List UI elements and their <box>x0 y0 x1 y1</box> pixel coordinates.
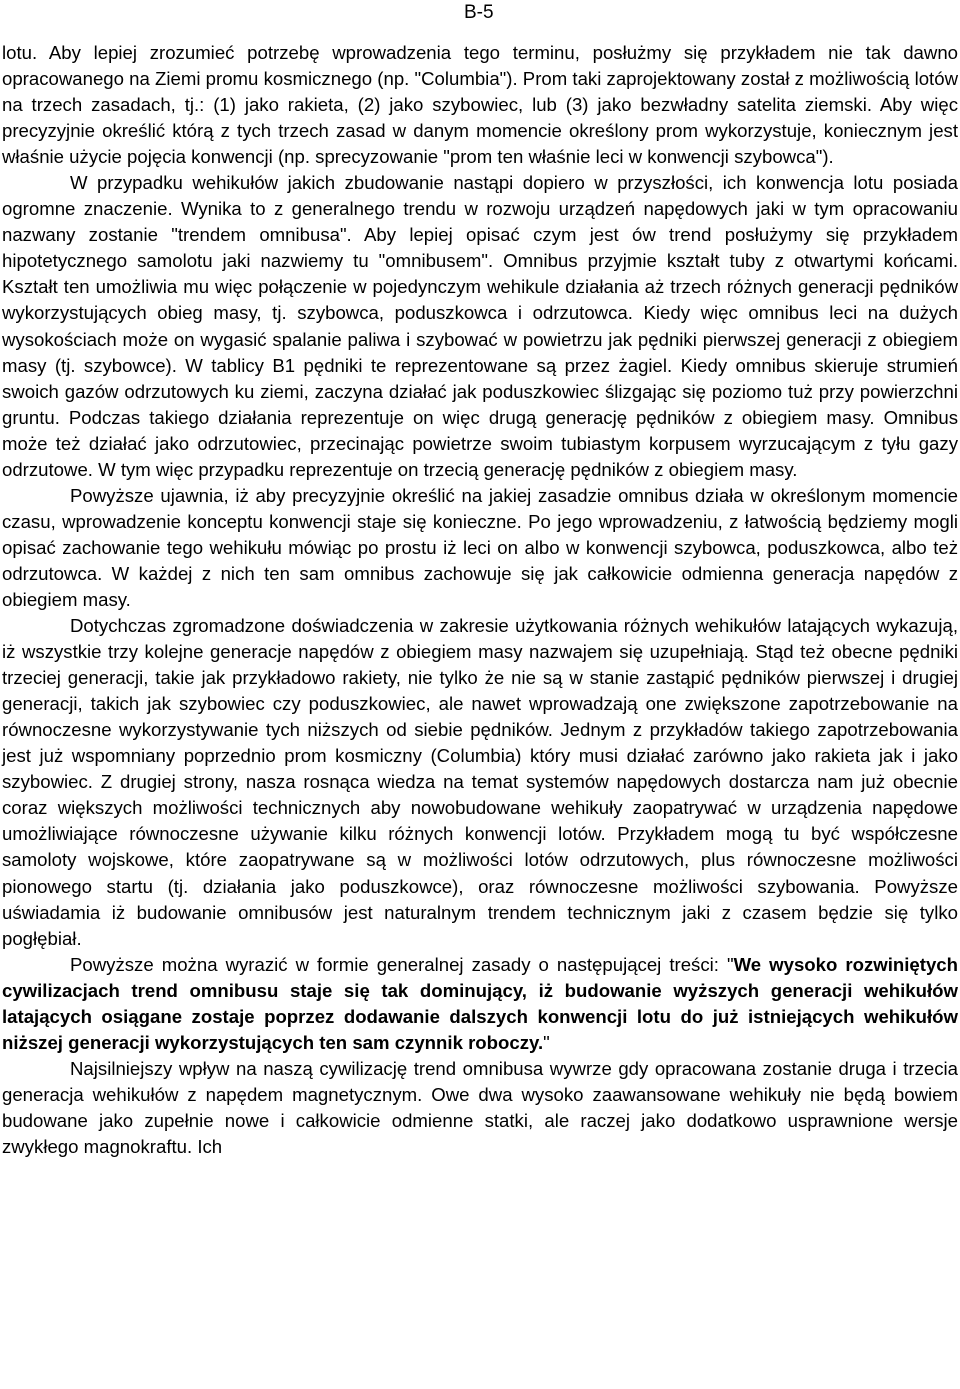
principle-tail: " <box>543 1031 550 1053</box>
paragraph-experience: Dotychczas zgromadzone doświadczenia w zakresie użytkowania różnych wehikułów latających wykazują, iż wszystkie trzy kolejne generacje napędów z obiegiem masy nazwajem się uzupełniają. Stąd też obecne pędniki trzeciej generacji, takie jak przykładowo rakiety, nie tylko że nie są w stanie zastąpić pędników pierwszej i drugiej generacji, takich jak szybowiec czy poduszkowiec, ale nawet wprowadzają one zwiększone zapotrzebowanie na równoczesne wykorzystywanie tych niższych od siebie pędników. Jednym z przykładów takiego zapotrzebowania jest już wspomniany poprzednio prom kosmiczny (Columbia) który musi działać zarówno jako rakieta jak i jako szybowiec. Z drugiej strony, nasza rosnąca wiedza na temat systemów napędowych dostarcza nam już obecnie coraz większych możliwości technicznych aby nowobudowane wehikuły zaopatrywać w urządzenia napędowe umożliwiające równoczesne używanie kilku różnych konwencji lotów. Przykładem mogą tu być współczesne samoloty wojskowe, które zaopatrywane są w możliwości lotów odrzutowych, plus równoczesne możliwości pionowego startu (tj. działania jako poduszkowce), oraz równoczesne możliwości szybowania. Powyższe uświadamia iż budowanie omnibusów jest naturalnym trendem technicznym jaki z czasem będzie się tylko pogłębiał. <box>2 615 958 949</box>
paragraph-general-principle <box>2 952 958 1056</box>
paragraph-magnetic-propulsion: Najsilniejszy wpływ na naszą cywilizację trend omnibusa wywrze gdy opracowana zostanie druga i trzecia generacja wehikułów z napędem magnetycznym. Owe dwa wysoko zaawansowane wehikuły nie będą bowiem budowane jako zupełnie nowe i całkowicie odmienne statki, ale raczej jako dodatkowo usprawnione wersje zwykłego magnokraftu. Ich <box>2 1057 958 1157</box>
paragraph-convention-concept: Powyższe ujawnia, iż aby precyzyjnie określić na jakiej zasadzie omnibus działa w określonym momencie czasu, wprowadzenie konceptu konwencji staje się konieczne. Po jego wprowadzeniu, z łatwością będziemy mogli opisać zachowanie tego wehikułu mówiąc po prostu iż leci on albo w konwencji szybowca, poduszkowca, albo też odrzutowca. W każdej z nich ten sam omnibus zachowuje się jak całkowicie odmienna generacja napędów z obiegiem masy. <box>2 484 958 610</box>
paragraph-omnibus-trend: W przypadku wehikułów jakich zbudowanie nastąpi dopiero w przyszłości, ich konwencja lotu posiada ogromne znaczenie. Wynika to z generalnego trendu w rozwoju urządzeń napędowych jaki w tym opracowaniu nazwany zostanie "trendem omnibusa". Aby lepiej opisać czym jest ów trend posłużymy się przykładem hipotetycznego samolotu jaki nazwiemy tu "omnibusem". Omnibus przyjmie kształt tuby z otwartymi końcami. Kształt ten umożliwia mu więc połączenie w pojedynczym wehikule działania aż trzech różnych generacji pędników wykorzystujących obieg masy, tj. szybowca, poduszkowca i odrzutowca. Kiedy więc omnibus leci na dużych wysokościach może on wygasić spalanie paliwa i szybować w powietrzu jak pędniki pierwszej generacji z obiegiem masy (tj. szybowce). W tablicy B1 pędniki te reprezentowane są przez żagiel. Kiedy omnibus skieruje strumień swoich gazów odrzutowych ku ziemi, zaczyna działać jak poduszkowiec ślizgając się poziomo tuż przy powierzchni gruntu. Podczas takiego działania reprezentuje on więc drugą generację pędników z obiegiem masy. Omnibus może też działać jako odrzutowiec, przecinając powietrze swoim tubiastym korpusem wyrzucającym z tyłu gazy odrzutowe. W tym więc przypadku reprezentuje on trzecią generację pędników z obiegiem masy. <box>2 172 958 480</box>
page-number: B-5 <box>464 2 494 23</box>
principle-lead: Powyższe można wyrazić w formie generalnej zasady o następującej treści: " <box>70 953 734 975</box>
principle-statement: We wysoko rozwiniętych cywilizacjach trend omnibusu staje się tak dominujący, iż budowanie wyższych generacji wehikułów latających osiągane zostaje poprzez dodawanie dalszych konwencji lotu do już istniejących wehikułów niższej generacji wykorzystujących ten sam czynnik roboczy. <box>2 953 958 1053</box>
document-body <box>2 40 958 1160</box>
paragraph-continuation: lotu. Aby lepiej zrozumieć potrzebę wprowadzenia tego terminu, posłużmy się przykładem nie tak dawno opracowanego na Ziemi promu kosmicznego (np. "Columbia"). Prom taki zaprojektowany został z możliwością lotów na trzech zasadach, tj.: (1) jako rakieta, (2) jako szybowiec, lub (3) jako bezwładny satelita ziemski. Aby więc precyzyjnie określić którą z tych trzech zasad w danym momencie określony prom wykorzystuje, koniecznym jest właśnie użycie pojęcia konwencji (np. sprecyzowanie "prom ten właśnie leci w konwencji szybowca"). <box>2 42 958 168</box>
